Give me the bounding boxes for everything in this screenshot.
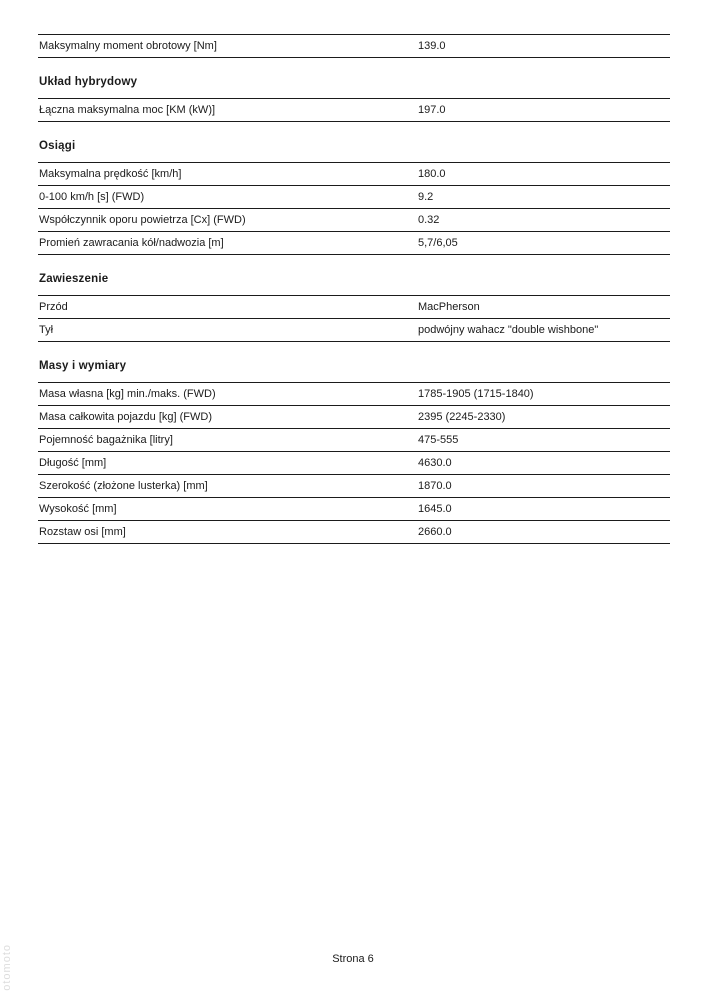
spec-row xyxy=(38,406,670,429)
spec-label: Wysokość [mm] xyxy=(39,503,117,515)
spec-row xyxy=(38,35,670,58)
spec-row xyxy=(38,296,670,319)
spec-value: 1785-1905 (1715-1840) xyxy=(418,388,534,400)
spec-section xyxy=(38,140,670,255)
spec-value: 5,7/6,05 xyxy=(418,237,458,249)
page-number: Strona 6 xyxy=(332,953,374,965)
spec-label: Długość [mm] xyxy=(39,457,107,469)
spec-row xyxy=(38,521,670,544)
spec-label: 0-100 km/h [s] (FWD) xyxy=(39,191,145,203)
spec-section xyxy=(38,273,670,342)
spec-row xyxy=(38,209,670,232)
spec-section xyxy=(38,76,670,122)
spec-label: Pojemność bagażnika [litry] xyxy=(39,434,173,446)
spec-label: Masa własna [kg] min./maks. (FWD) xyxy=(39,388,216,400)
spec-label: Rozstaw osi [mm] xyxy=(39,526,126,538)
spec-table xyxy=(38,98,670,122)
spec-label: Współczynnik oporu powietrza [Cx] (FWD) xyxy=(39,214,246,226)
spec-label: Maksymalna prędkość [km/h] xyxy=(39,168,182,180)
spec-row xyxy=(38,498,670,521)
spec-label: Przód xyxy=(39,301,68,313)
spec-value: 1645.0 xyxy=(418,503,452,515)
spec-row xyxy=(38,475,670,498)
spec-table xyxy=(38,382,670,544)
spec-value: 2660.0 xyxy=(418,526,452,538)
spec-section xyxy=(38,360,670,544)
spec-value: podwójny wahacz "double wishbone" xyxy=(418,324,599,336)
spec-value: 0.32 xyxy=(418,214,440,226)
spec-value: 180.0 xyxy=(418,168,446,180)
section-title: Układ hybrydowy xyxy=(39,76,138,88)
spec-table xyxy=(38,162,670,255)
spec-label: Łączna maksymalna moc [KM (kW)] xyxy=(39,104,216,116)
spec-value: 139.0 xyxy=(418,40,446,52)
spec-value: MacPherson xyxy=(418,301,480,313)
spec-row xyxy=(38,429,670,452)
spec-value: 9.2 xyxy=(418,191,434,203)
spec-row xyxy=(38,319,670,342)
spec-table xyxy=(38,34,670,58)
watermark: otomoto xyxy=(1,944,13,991)
spec-value: 197.0 xyxy=(418,104,446,116)
spec-value: 4630.0 xyxy=(418,457,452,469)
spec-table xyxy=(38,295,670,342)
spec-value: 2395 (2245-2330) xyxy=(418,411,506,423)
spec-row xyxy=(38,452,670,475)
spec-row xyxy=(38,232,670,255)
spec-label: Szerokość (złożone lusterka) [mm] xyxy=(39,480,208,492)
spec-label: Masa całkowita pojazdu [kg] (FWD) xyxy=(39,411,212,423)
spec-row xyxy=(38,186,670,209)
section-title: Masy i wymiary xyxy=(39,360,127,372)
section-title: Osiągi xyxy=(39,140,76,152)
spec-row xyxy=(38,99,670,122)
spec-value: 1870.0 xyxy=(418,480,452,492)
spec-section xyxy=(38,34,670,58)
spec-row xyxy=(38,163,670,186)
spec-value: 475-555 xyxy=(418,434,459,446)
spec-label: Promień zawracania kół/nadwozia [m] xyxy=(39,237,224,249)
spec-label: Tył xyxy=(39,324,54,336)
spec-row xyxy=(38,383,670,406)
section-title: Zawieszenie xyxy=(39,273,109,285)
spec-label: Maksymalny moment obrotowy [Nm] xyxy=(39,40,217,52)
